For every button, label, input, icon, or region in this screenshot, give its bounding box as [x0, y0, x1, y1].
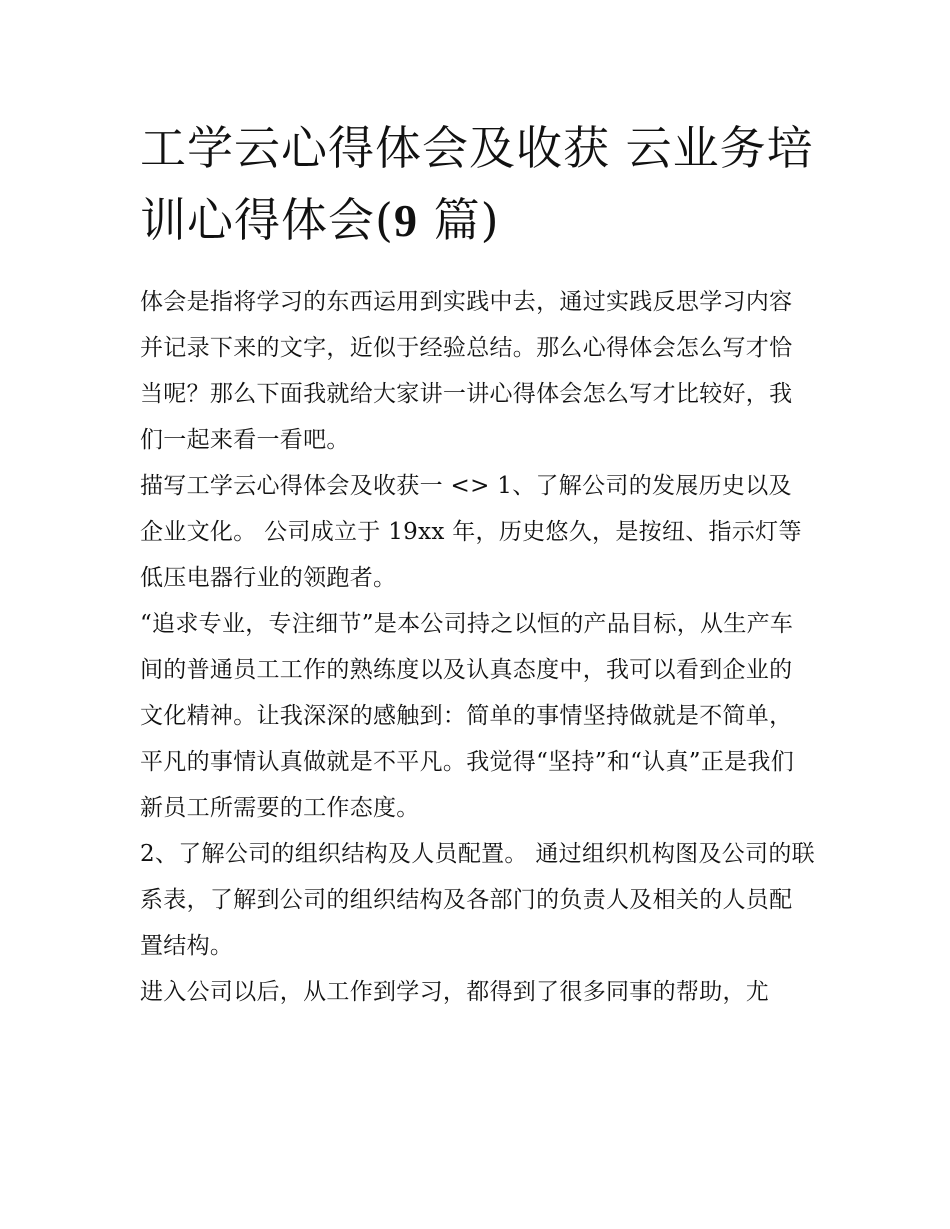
paragraph-company-culture: “追求专业，专注细节”是本公司持之以恒的产品目标，从生产车间的普通员工工作的熟练度以及认真态度中，我可以看到企业的文化精神。让我深深的感触到：简单的事情坚持做就是不简单，平凡的事情认真做就是不平凡。我觉得“坚持”和“认真”正是我们新员工所需要的工作态度。: [140, 611, 795, 821]
paragraph-org-structure: 2、了解公司的组织结构及人员配置。 通过组织机构图及公司的联系表，了解到公司的组织结构及各部门的负责人及相关的人员配置结构。: [140, 841, 815, 959]
paragraph-intro: 体会是指将学习的东西运用到实践中去，通过实践反思学习内容并记录下来的文字，近似于经验总结。那么心得体会怎么写才恰当呢？那么下面我就给大家讲一讲心得体会怎么写才比较好，我们一起来看一看吧。: [140, 289, 793, 453]
paragraph-company-history: 描写工学云心得体会及收获一 <> 1、了解公司的发展历史以及企业文化。 公司成立于 19xx 年，历史悠久，是按纽、指示灯等低压电器行业的领跑者。: [140, 473, 802, 591]
title-text-part1: 工学云心得体会及收获 云业务培训心得体会(: [140, 121, 814, 247]
paragraph-colleague-help: 进入公司以后，从工作到学习，都得到了很多同事的帮助，尤: [140, 979, 770, 1005]
document-body: [140, 279, 815, 1015]
title-text-part2: 篇): [417, 193, 500, 247]
document-title: [140, 112, 820, 257]
title-number: 9: [393, 195, 418, 246]
